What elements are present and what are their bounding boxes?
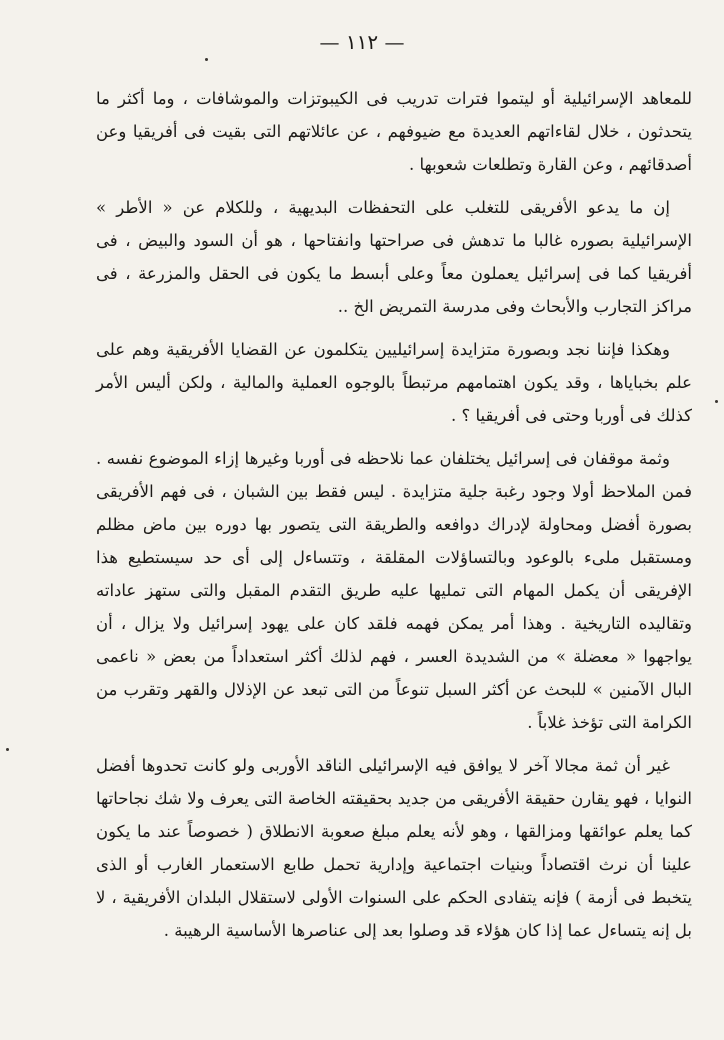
paragraph: وهكذا فإننا نجد وبصورة متزايدة إسرائيليين يتكلمون عن القضايا الأفريقية وهم على علم بخباياها ، وقد يكون اهتمامهم مرتبطاً بالوجوه العملية والمالية ، ولكن أليس الأمر كذلك فى أوربا وحتى فى أفريقيا ؟ . xyxy=(96,340,692,425)
speck-mark xyxy=(715,400,718,403)
speck-mark xyxy=(6,748,9,751)
paragraph: وثمة موقفان فى إسرائيل يختلفان عما نلاحظه فى أوربا وغيرها إزاء الموضوع نفسه . فمن الملاحظ أولا وجود رغبة جلية متزايدة . ليس فقط بين الشبان ، فى فهم الأفريقى بصورة أفضل ومحاولة لإدراك دوافعه والطريقة التى يتصور بها دوره بين ماض مظلم ومستقبل ملىء بالوعود وبالتساؤلات المقلقة ، وتتساءل إلى أى حد سيستطيع هذا الإفريقى أن يكمل المهام التى تمليها عليه طريق التقدم المقبل والتى ستهز عاداته وتقاليده التاريخية . وهذا أمر يمكن فهمه فلقد كان على يهود إسرائيل ولا يزال ، أن يواجهوا « معضلة » من الشديدة العسر ، فهم لذلك أكثر استعداداً من بعض « ناعمى البال الآمنين » للبحث عن أكثر السبل تنوعاً من التى تبعد عن الإذلال والقهر وتقرب من الكرامة التى تؤخذ غلاباً . xyxy=(96,449,692,732)
page-number: — ١١٢ — xyxy=(319,30,405,54)
paragraph: إن ما يدعو الأفريقى للتغلب على التحفظات البديهية ، وللكلام عن « الأطر » الإسرائيلية بصوره غالبا ما تدهش فى صراحتها وانفتاحها ، هو أن السود والبيض ، فى أفريقيا كما فى إسرائيل يعملون معاً وعلى أبسط ما يكون فى الحقل والمزرعة ، فى مراكز التجارب والأبحاث وفى مدرسة التمريض الخ .. xyxy=(96,198,692,316)
body-text xyxy=(96,82,692,957)
paragraph: للمعاهد الإسرائيلية أو ليتموا فترات تدريب فى الكيبوتزات والموشافات ، وما أكثر ما يتحدثون ، خلال لقاءاتهم العديدة مع ضيوفهم ، عن عائلاتهم التى بقيت فى أفريقيا وعن أصدقائهم ، وعن القارة وتطلعات شعوبها . xyxy=(96,89,692,174)
paragraph: غير أن ثمة مجالا آخر لا يوافق فيه الإسرائيلى الناقد الأوربى ولو كانت تحدوها أفضل النوايا ، فهو يقارن حقيقة الأفريقى من جديد بحقيقته الخاصة التى يعرف ولا شك نجاحاتها كما يعلم عوائقها ومزالقها ، وهو لأنه يعلم مبلغ صعوبة الانطلاق ( خصوصاً عند ما يكون علينا أن نرث اقتصاداً وبنيات اجتماعية وإدارية تحمل طابع الاستعمار الغارب أو الذى يتخبط فى أزمة ) فإنه يتفادى الحكم على السنوات الأولى لاستقلال البلدان الأفريقية ، لا بل إنه يتساءل عما إذا كان هؤلاء قد وصلوا بعد إلى عناصرها الأساسية الرهيبة . xyxy=(96,756,692,940)
speck-mark xyxy=(205,58,208,61)
